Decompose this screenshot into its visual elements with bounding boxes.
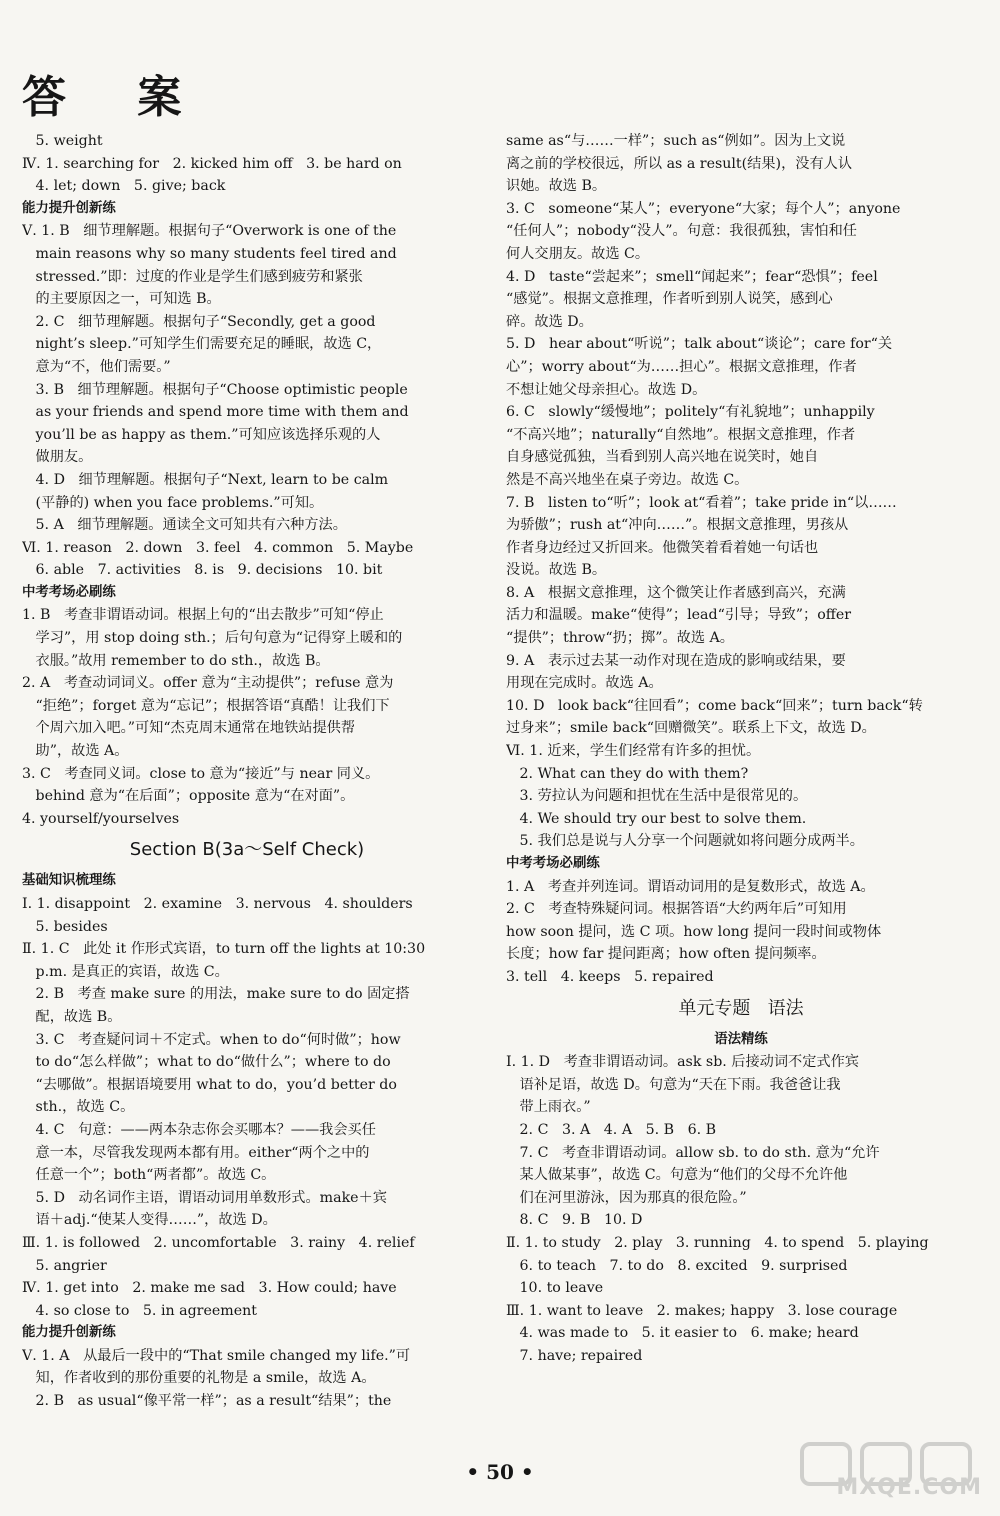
answer-line: 1. B 考查非谓语动词。根据上句的“出去散步”可知“停止: [22, 607, 384, 624]
answer-line: 作者身边经过又折回来。他微笑着看着她一句话也: [506, 539, 819, 556]
answer-line: 衣服。”故用 remember to do sth.，故选 B。: [22, 652, 330, 669]
answer-line: 助”，故选 A。: [22, 743, 129, 760]
answer-line: 7. B listen to“听”；look at“看着”；take pride in“以……: [506, 494, 897, 511]
answer-line: 9. A 表示过去某一动作对现在造成的影响或结果，要: [506, 652, 846, 669]
answer-line: 2. C 3. A 4. A 5. B 6. B: [506, 1121, 717, 1138]
answer-line: 4. D 细节理解题。根据句子“Next, learn to be calm: [22, 471, 389, 488]
answer-line: 5. angrier: [22, 1257, 107, 1274]
answer-line: Ⅲ. 1. is followed 2. uncomfortable 3. rainy 4. relief: [22, 1234, 415, 1251]
answer-line: “不高兴地”；naturally“自然地”。根据文意推理，作者: [506, 426, 856, 443]
answer-line: 们在河里游泳，因为那真的很危险。”: [506, 1189, 747, 1206]
answer-line: 2. C 细节理解题。根据句子“Secondly, get a good: [22, 313, 376, 330]
answer-line: 语补足语，故选 D。句意为“天在下雨。我爸爸让我: [506, 1076, 841, 1093]
answer-line: 5. weight: [22, 133, 103, 149]
answer-line: 某人做某事”，故选 C。句意为“他们的父母不允许他: [506, 1167, 848, 1184]
answer-line: behind 意为“在后面”；opposite 意为“在对面”。: [22, 788, 355, 805]
section-heading: 中考考场必刷练: [22, 584, 116, 600]
answer-line: 4. so close to 5. in agreement: [22, 1302, 257, 1319]
answer-line: how soon 提问，选 C 项。how long 提问一段时间或物体: [506, 923, 882, 940]
answer-line: Ⅳ. 1. searching for 2. kicked him off 3. be hard on: [22, 155, 402, 172]
answer-column-right: [506, 130, 976, 1367]
answer-line: 不想让她父母亲担心。故选 D。: [506, 381, 707, 398]
answer-line: 10. to leave: [506, 1280, 604, 1297]
answer-line: main reasons why so many students feel tired and: [22, 245, 397, 262]
answer-line: 3. C 考查同义词。close to 意为“接近”与 near 同义。: [22, 765, 380, 782]
answer-line: 1. A 考查并列连词。谓语动词用的是复数形式，故选 A。: [506, 878, 875, 895]
answer-line: 做朋友。: [22, 449, 93, 466]
answer-line: 用现在完成时。故选 A。: [506, 675, 663, 692]
answer-line: 2. What can they do with them?: [506, 765, 749, 782]
answer-line: Ⅵ. 1. 近来，学生们经常有许多的担忧。: [506, 743, 761, 760]
watermark-text: MXQE.COM: [836, 1475, 982, 1500]
answer-line: 2. B as usual“像平常一样”；as a result“结果”；the: [22, 1393, 392, 1410]
answer-line: 过身来”；smile back“回赠微笑”。联系上下文，故选 D。: [506, 720, 876, 737]
answer-line: Ⅲ. 1. want to leave 2. makes; happy 3. lose courage: [506, 1302, 898, 1319]
answer-line: 7. have; repaired: [506, 1347, 643, 1364]
answer-line: “提供”；throw“扔；掷”。故选 A。: [506, 630, 734, 647]
answer-line: 5. D 动名词作主语，谓语动词用单数形式。make＋宾: [22, 1189, 387, 1206]
answer-line: 4. was made to 5. it easier to 6. make; heard: [506, 1325, 859, 1342]
answer-line: “拒绝”；forget 意为“忘记”；根据答语“真酷！让我们下: [22, 697, 390, 714]
answer-line: 自身感觉孤独，当看到别人高兴地在说笑时，她自: [506, 449, 819, 466]
answer-line: 任意一个”；both“两者都”。故选 C。: [22, 1167, 276, 1184]
answer-line: 语＋adj.“使某人变得……”，故选 D。: [22, 1212, 277, 1229]
answer-line: 5. A 细节理解题。通读全文可知共有六种方法。: [22, 517, 347, 534]
answer-line: 学习”，用 stop doing sth.；后句句意为“记得穿上暖和的: [22, 630, 403, 647]
answer-line: 离之前的学校很远，所以 as a result(结果)，没有人认: [506, 155, 853, 172]
answer-line: 4. C 句意：——两本杂志你会买哪本？——我会买任: [22, 1121, 376, 1138]
answer-line: 3. 劳拉认为问题和担忧在生活中是很常见的。: [506, 788, 808, 805]
section-heading: 能力提升创新练: [22, 1325, 116, 1341]
answer-line: as your friends and spend more time with them and: [22, 404, 409, 421]
answer-line: 长度；how far 提问距离；how often 提问频率。: [506, 946, 826, 963]
answer-line: 个周六加入吧。”可知“杰克周末通常在地铁站提供帮: [22, 720, 356, 737]
watermark-logo: [792, 1436, 992, 1506]
answer-line: 带上雨衣。”: [506, 1099, 591, 1116]
page-number: • 50 •: [466, 1460, 534, 1484]
answer-line: stressed.”即：过度的作业是学生们感到疲劳和紧张: [22, 268, 363, 285]
answer-line: night’s sleep.”可知学生们需要充足的睡眠，故选 C，: [22, 336, 382, 353]
answer-line: 6. able 7. activities 8. is 9. decisions 10. bit: [22, 562, 383, 579]
answer-line: (平静的) when you face problems.”可知。: [22, 494, 324, 511]
section-heading: 能力提升创新练: [22, 200, 116, 216]
answer-line: Ⅴ. 1. B 细节理解题。根据句子“Overwork is one of the: [22, 223, 397, 240]
answer-line: 意一本，尽管我发现两本都有用。either“两个之中的: [22, 1144, 370, 1161]
answer-line: 3. B 细节理解题。根据句子“Choose optimistic people: [22, 381, 408, 398]
answer-column-left: [22, 130, 472, 1413]
answer-line: 4. D taste“尝起来”；smell“闻起来”；fear“恐惧”；feel: [506, 268, 878, 285]
answer-line: 心”；worry about“为……担心”。根据文意推理，作者: [506, 358, 857, 375]
answer-line: 2. B 考查 make sure 的用法，make sure to do 固定搭: [22, 986, 410, 1003]
answer-line: 意为“不，他们需要。”: [22, 358, 171, 375]
answer-line: 没说。故选 B。: [506, 562, 607, 579]
answer-line: p.m. 是真正的宾语，故选 C。: [22, 963, 229, 980]
answer-line: 碎。故选 D。: [506, 313, 593, 330]
answer-line: 6. C slowly“缓慢地”；politely“有礼貌地”；unhappily: [506, 404, 875, 421]
answer-line: 2. A 考查动词词义。offer 意为“主动提供”；refuse 意为: [22, 675, 394, 692]
section-heading: 中考考场必刷练: [506, 856, 600, 871]
answer-line: sth.，故选 C。: [22, 1099, 135, 1116]
answer-line: 7. C 考查非谓语动词。allow sb. to do sth. 意为“允许: [506, 1144, 880, 1161]
answer-line: Ⅴ. 1. A 从最后一段中的“That smile changed my life.”可: [22, 1347, 411, 1364]
answer-line: 活力和温暖。make“使得”；lead“引导；导致”；offer: [506, 607, 852, 624]
answer-line: 配，故选 B。: [22, 1008, 122, 1025]
answer-line: Ⅵ. 1. reason 2. down 3. feel 4. common 5. Maybe: [22, 539, 414, 556]
section-heading: 单元专题 语法: [678, 997, 804, 1019]
answer-line: Ⅳ. 1. get into 2. make me sad 3. How could; have: [22, 1280, 397, 1297]
answer-line: 为骄傲”；rush at“冲向……”。根据文意推理，男孩从: [506, 517, 849, 534]
answer-line: 3. tell 4. keeps 5. repaired: [506, 968, 714, 985]
section-heading: 基础知识梳理练: [22, 873, 116, 889]
answer-line: Ⅱ. 1. C 此处 it 作形式宾语，to turn off the lights at 10:30: [22, 941, 426, 958]
page-title: 答 案: [22, 72, 210, 123]
answer-line: 知，作者收到的那份重要的礼物是 a smile，故选 A。: [22, 1370, 376, 1387]
answer-line: Ⅰ. 1. D 考查非谓语动词。ask sb. 后接动词不定式作宾: [506, 1054, 859, 1071]
answer-line: 4. yourself/yourselves: [22, 810, 180, 827]
answer-line: you’ll be as happy as them.”可知应该选择乐观的人: [22, 426, 381, 443]
answer-line: 的主要原因之一，可知选 B。: [22, 291, 221, 308]
answer-line: 2. C 考查特殊疑问词。根据答语“大约两年后”可知用: [506, 901, 847, 918]
answer-line: 4. let; down 5. give; back: [22, 178, 226, 195]
answer-line: 3. C 考查疑问词＋不定式。when to do“何时做”；how: [22, 1031, 401, 1048]
answer-line: to do“怎么样做”；what to do“做什么”；where to do: [22, 1054, 391, 1071]
answer-line: 识她。故选 B。: [506, 178, 607, 195]
answer-line: same as“与……一样”；such as“例如”。因为上文说: [506, 133, 846, 149]
answer-line: Ⅰ. 1. disappoint 2. examine 3. nervous 4. shoulders: [22, 896, 413, 912]
answer-line: 4. We should try our best to solve them.: [506, 810, 807, 827]
answer-line: 8. A 根据文意推理，这个微笑让作者感到高兴，充满: [506, 584, 846, 601]
answer-line: 5. D hear about“听说”；talk about“谈论”；care for“关: [506, 336, 893, 353]
answer-line: Ⅱ. 1. to study 2. play 3. running 4. to spend 5. playing: [506, 1234, 929, 1251]
section-heading: Section B(3a～Self Check): [129, 839, 365, 861]
answer-line: 5. 我们总是说与人分享一个问题就如将问题分成两半。: [506, 833, 864, 850]
answer-line: “任何人”；nobody“没人”。句意：我很孤独，害怕和任: [506, 223, 857, 240]
answer-line: 10. D look back“往回看”；come back“回来”；turn back“转: [506, 697, 923, 714]
answer-line: “去哪做”。根据语境要用 what to do，you’d better do: [22, 1076, 397, 1093]
answer-line: 6. to teach 7. to do 8. excited 9. surprised: [506, 1257, 848, 1274]
answer-line: 然是不高兴地坐在桌子旁边。故选 C。: [506, 471, 749, 488]
answer-line: 5. besides: [22, 918, 108, 935]
section-heading: 语法精练: [714, 1031, 768, 1047]
answer-line: 8. C 9. B 10. D: [506, 1212, 643, 1229]
answer-line: “感觉”。根据文意推理，作者听到别人说笑，感到心: [506, 291, 833, 308]
answer-line: 何人交朋友。故选 C。: [506, 245, 650, 262]
answer-line: 3. C someone“某人”；everyone“大家；每个人”；anyone: [506, 200, 901, 217]
